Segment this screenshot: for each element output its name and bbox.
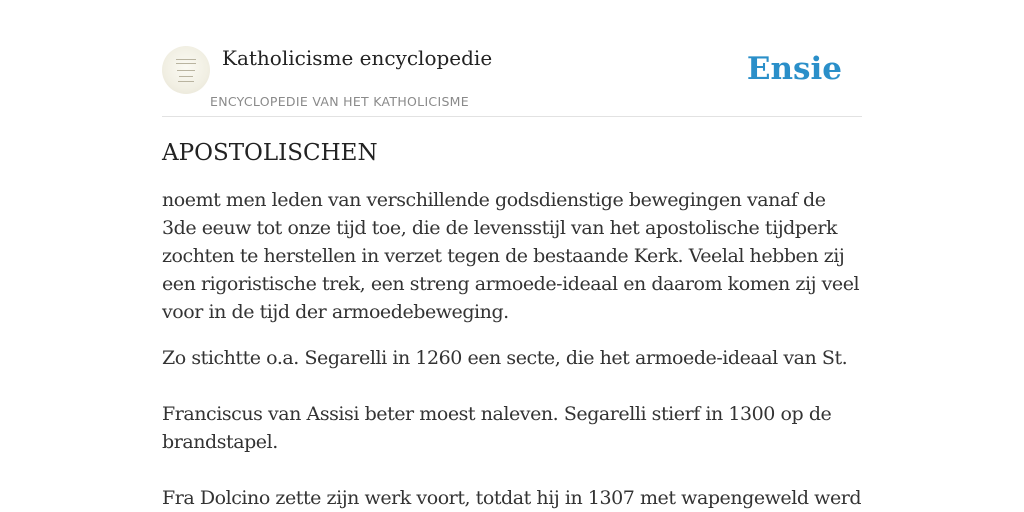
site-header [162,44,862,117]
book-cover-icon[interactable] [162,46,210,94]
article-paragraph: Franciscus van Assisi beter moest naleven. Segarelli stierf in 1300 op de brandstapel. [162,403,832,453]
article-paragraph: Zo stichtte o.a. Segarelli in 1260 een secte, die het armoede-ideaal van St. [162,347,848,369]
site-title[interactable]: Katholicisme encyclopedie [222,46,493,70]
site-subtitle: ENCYCLOPEDIE VAN HET KATHOLICISME [210,94,469,109]
ensie-logo-link[interactable]: Ensie [746,51,842,87]
article-paragraph: noemt men leden van verschillende godsdienstige bewegingen vanaf de 3de eeuw tot onze tijd toe, die de levensstijl van het apostolische tijdperk zochten te herstellen in verzet tegen de bestaande Kerk. Veelal hebben zij een rigoristische trek, een streng armoede-ideaal en daarom komen zij veel voor in de tijd der armoedebeweging. [162,189,860,323]
page [162,0,862,512]
article-paragraph: Fra Dolcino zette zijn werk voort, totdat hij in 1307 met wapengeweld werd [162,487,862,509]
article [162,117,862,512]
article-title: APOSTOLISCHEN [162,140,378,166]
